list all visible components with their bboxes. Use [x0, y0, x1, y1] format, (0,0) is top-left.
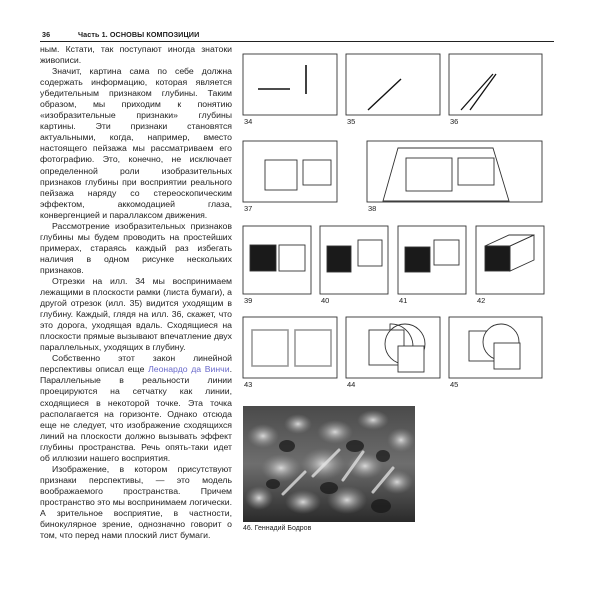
figure-39-black-square	[250, 245, 276, 271]
figure-40-black-square	[327, 246, 351, 272]
figure-41-white-square	[434, 240, 459, 265]
figure-label-40: 40	[321, 296, 330, 305]
figure-40-white-square	[358, 240, 382, 266]
figure-label-45: 45	[450, 380, 459, 389]
figure-label-36: 36	[450, 117, 459, 126]
figure-42-black-face	[485, 246, 510, 271]
figure-38-frame	[367, 141, 542, 202]
figure-41-black-square	[405, 247, 430, 272]
page-number: 36	[42, 30, 51, 39]
figure-37-square-left	[265, 160, 297, 190]
figure-label-38: 38	[368, 204, 377, 213]
photo-crowd-of-hands	[243, 406, 415, 522]
figure-43-square-left	[252, 330, 288, 366]
figure-35-frame	[346, 54, 440, 115]
figure-43-frame	[243, 317, 337, 378]
figure-label-35: 35	[347, 117, 356, 126]
figure-36-converging-line-1	[461, 74, 493, 110]
figure-39-white-square	[279, 245, 305, 271]
paragraph-3: Рассмотрение изобразительных признаков глубины мы будем проводить на простейших примерах, стараясь каждый раз избегать наличия в одном рисунке нескольких признаков.	[40, 220, 232, 275]
figure-38-square-left	[406, 158, 452, 191]
figure-43-square-right	[295, 330, 331, 366]
figure-37-square-right	[303, 160, 331, 185]
figure-label-39: 39	[244, 296, 253, 305]
figure-label-43: 43	[244, 380, 253, 389]
figure-46-caption: 46. Геннадий Бодров	[243, 525, 312, 532]
figure-label-34: 34	[244, 117, 253, 126]
figure-label-37: 37	[244, 204, 253, 213]
paragraph-1: ным. Кстати, так поступают иногда знатоки живописи.	[40, 44, 232, 66]
figure-42-prism-side	[510, 235, 534, 271]
chapter-title: Часть 1. ОСНОВЫ КОМПОЗИЦИИ	[78, 30, 200, 39]
figure-37-frame	[243, 141, 337, 202]
figure-label-41: 41	[399, 296, 408, 305]
figure-42-prism-top	[485, 235, 534, 246]
figure-45-square-right	[494, 343, 520, 369]
figure-44-square-right	[398, 346, 424, 372]
leonardo-link[interactable]: Леонардо да Винчи	[148, 364, 230, 375]
paragraph-6: Изображение, в котором присутствуют признаки перспективы, — это модель воображаемого пространства. Причем пространство это мы воспринимаем логически. А зрительное восприятие, в частности, бинокулярное зрение, однозначно говорит о том, что перед нами плоский лист бумаги.	[40, 463, 232, 541]
figure-35-diagonal-segment	[368, 79, 401, 110]
figure-34-frame	[243, 54, 337, 115]
figure-38-trapezoid	[383, 148, 509, 201]
figure-38-square-right	[458, 158, 494, 185]
figure-36-converging-line-2	[470, 74, 496, 110]
paragraph-4: Отрезки на илл. 34 мы воспринимаем лежащими в плоскости рамки (листа бумаги), а другой отрезок (илл. 35) видится уходящим в глубину. Каждый, глядя на илл. 36, скажет, что это дорога, уходящая вдаль. Сходящиеся на плоскости прямые вызывают впечатление двух параллельных, уходящих в глубину.	[40, 275, 232, 353]
figure-label-44: 44	[347, 380, 356, 389]
figure-36-frame	[449, 54, 542, 115]
paragraph-2: Значит, картина сама по себе должна содержать информацию, которая является убедительным признаком глубины. Таким образом, мы приходим к понятию «изобразительные признаки» глубины картины. Эти признаки становятся актуальными, когда, например, вместо настоящего пейзажа мы рассматриваем его фотографию. Это, конечно, не исключает определенной роли изобразительных признаков глубины при восприятии реального пейзажа наряду со стереоскопическим эффектом, аккомодацией глаза, конвергенцией и параллаксом движения.	[40, 66, 232, 220]
paragraph-5-end: . Параллельные в реальности линии проецируются на сетчатку как линии, сходящиеся в некоторой точке. Эта точка располагается на горизонте. Однако отсюда еще не следует, что изображение сходящихся линий на плоскости должно вызывать эффект глубины пространства. Речь опять-таки идет об иллюзии нашего восприятия.	[40, 364, 232, 463]
paragraph-5-start: Собственно этот закон линейной перспективы описал еще	[40, 353, 232, 375]
figure-label-42: 42	[477, 296, 486, 305]
